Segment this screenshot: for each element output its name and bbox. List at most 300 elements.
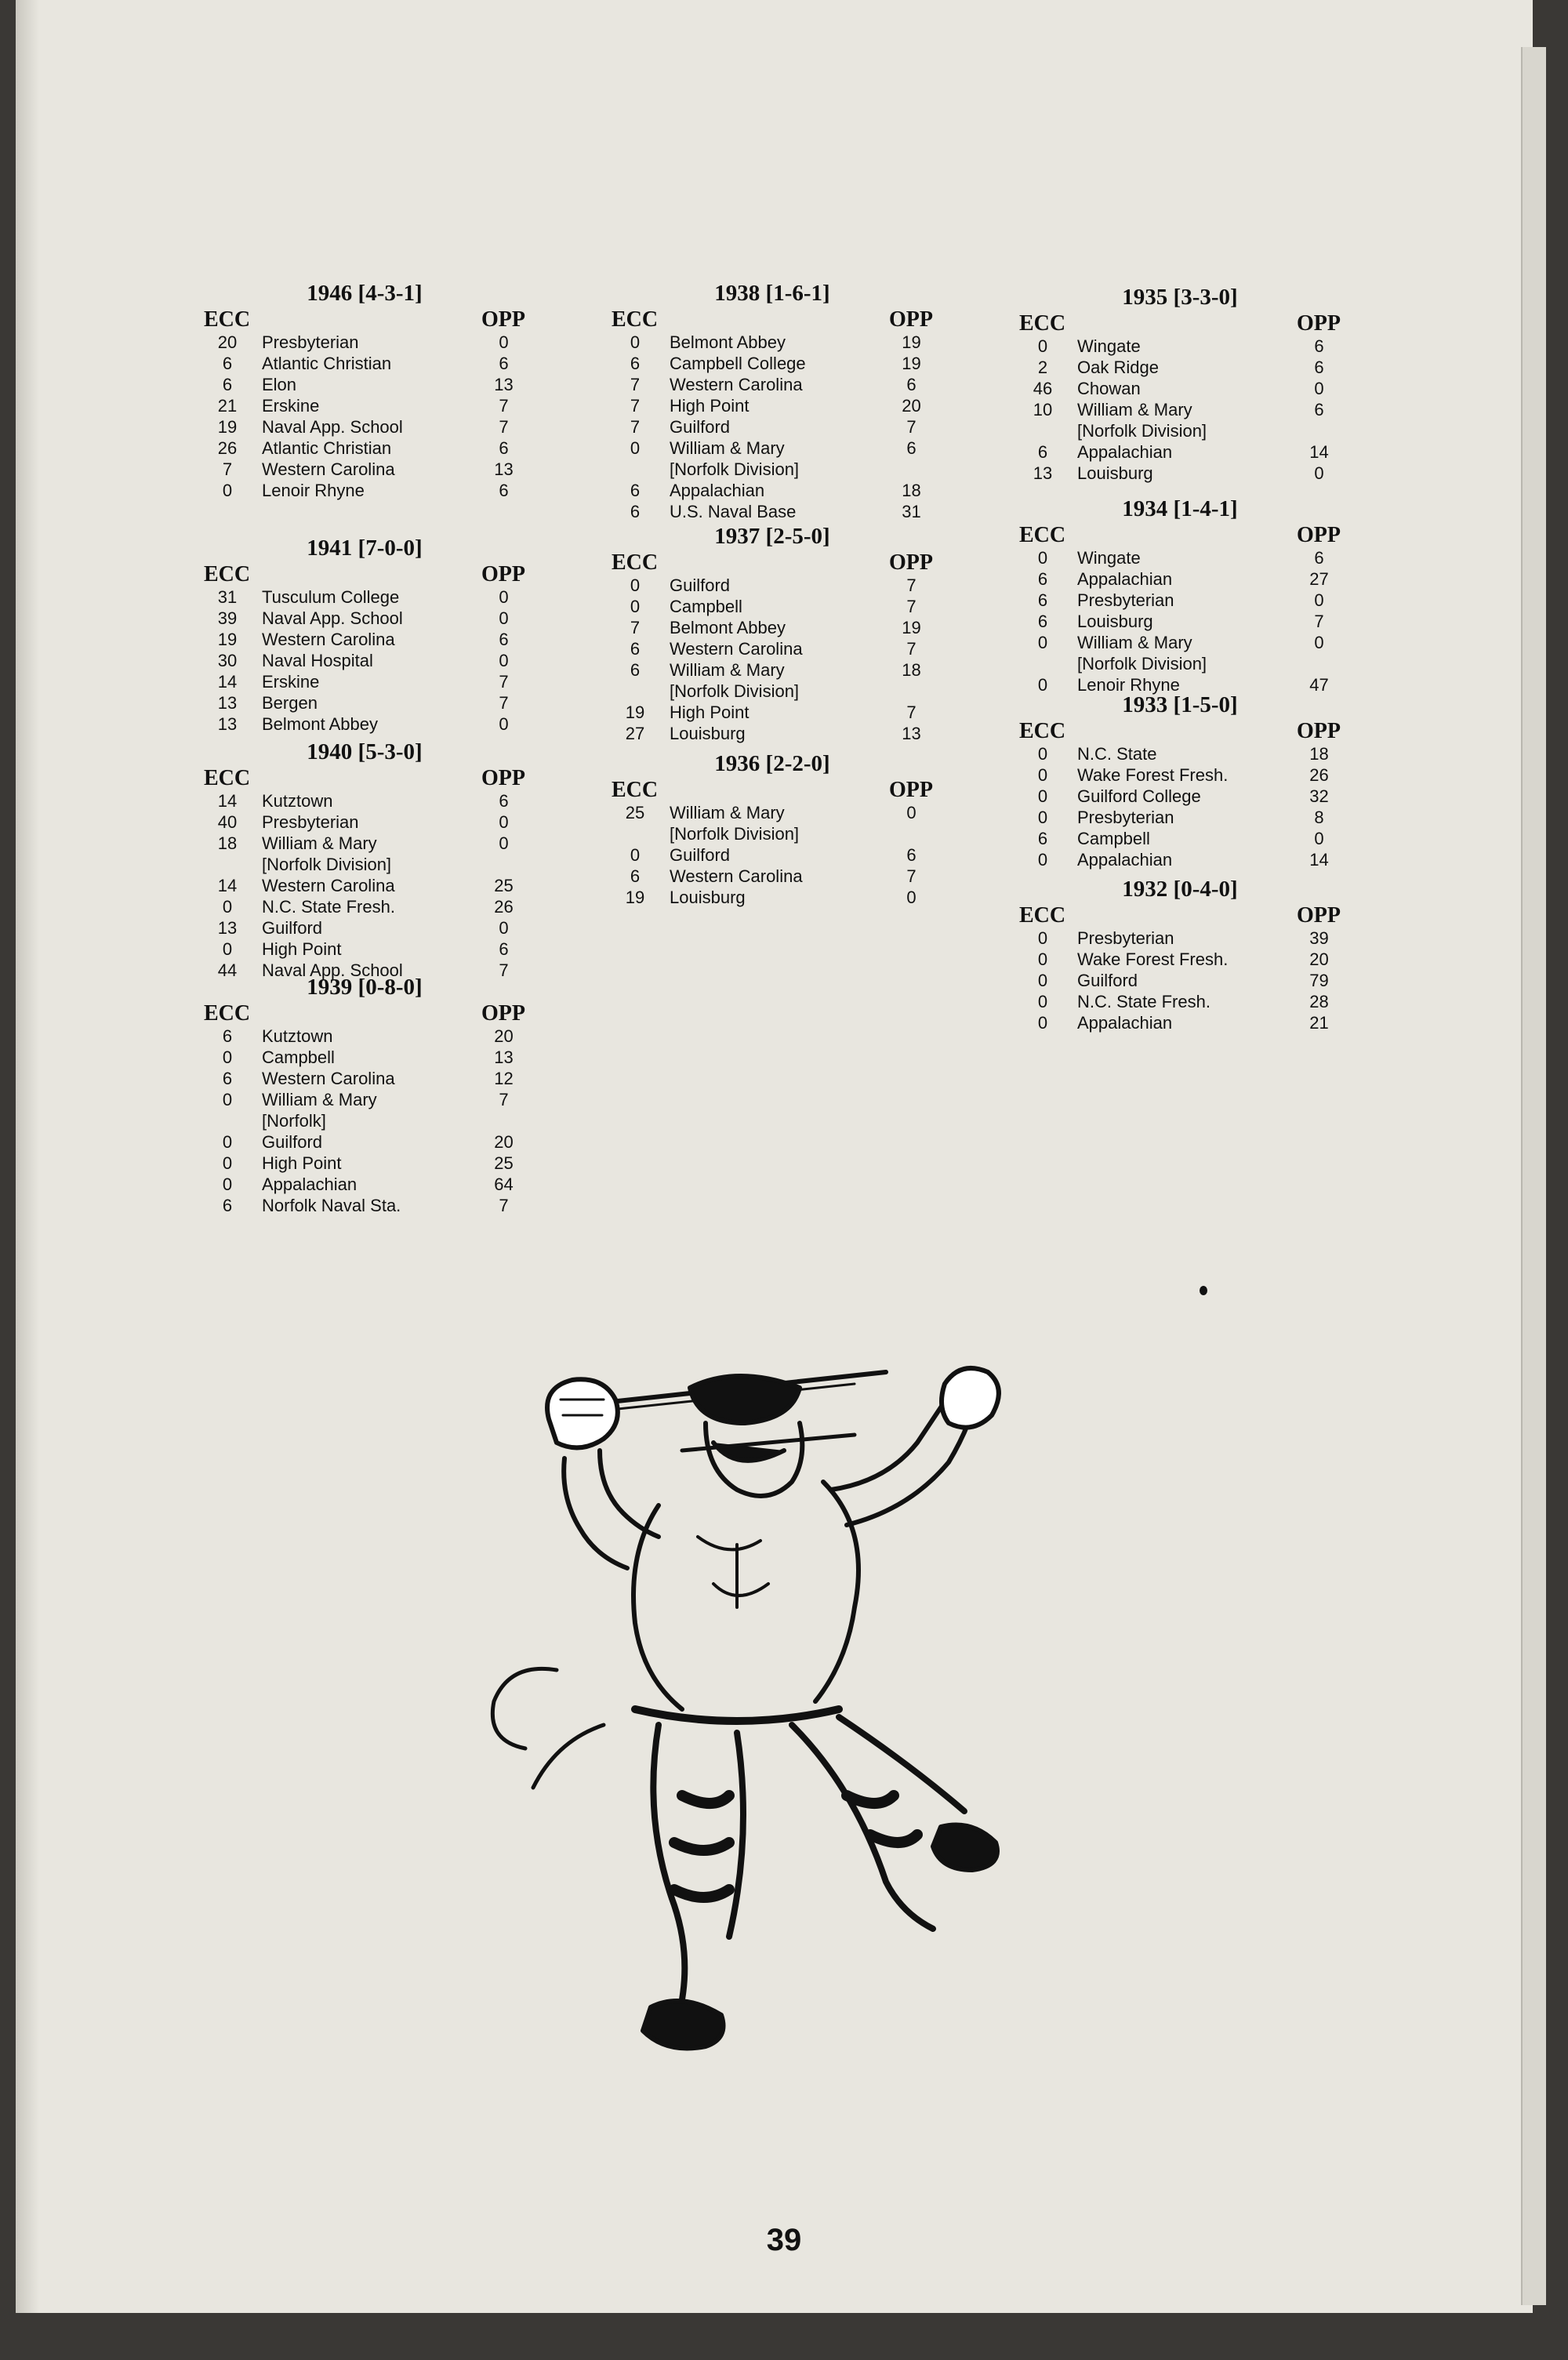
- opponent-name: [Norfolk Division]: [670, 459, 800, 479]
- game-row: [612, 823, 933, 844]
- game-row: [1019, 786, 1341, 807]
- opponent-name: Lenoir Rhyne: [1077, 675, 1180, 695]
- binding-gutter: [16, 0, 39, 2313]
- ecc-score: 40: [217, 812, 238, 832]
- ecc-score: [204, 854, 251, 875]
- opp-score: 6: [499, 630, 509, 649]
- ecc-score: 30: [217, 651, 238, 670]
- opponent-name: High Point: [670, 396, 750, 416]
- ecc-score: 2: [1037, 358, 1048, 377]
- column-headers: [1019, 312, 1341, 336]
- ecc-score: 0: [222, 1090, 233, 1109]
- opponent-name: Norfolk Naval Sta.: [262, 1196, 401, 1215]
- ecc-header: ECC: [204, 307, 251, 332]
- opponent-name: Belmont Abbey: [670, 618, 786, 637]
- ecc-score: 7: [630, 618, 641, 637]
- column-headers: [204, 563, 525, 586]
- ecc-header: ECC: [1019, 903, 1066, 928]
- opponent-name: [Norfolk Division]: [670, 681, 800, 701]
- opponent-name: Presbyterian: [262, 332, 359, 352]
- opp-score: 14: [1309, 850, 1329, 870]
- game-row: [1019, 970, 1341, 991]
- season-title: 1933 [1-5-0]: [1122, 692, 1238, 717]
- opp-score: 8: [1314, 808, 1324, 827]
- game-row: [204, 939, 525, 960]
- opp-header: OPP: [889, 550, 933, 575]
- ecc-score: 0: [1037, 928, 1048, 948]
- opponent-name: Kutztown: [262, 791, 333, 811]
- opp-score: 0: [499, 332, 509, 352]
- opp-score: 19: [902, 332, 921, 352]
- ecc-header: ECC: [1019, 719, 1066, 743]
- opp-score: 0: [1314, 633, 1324, 652]
- ecc-score: 0: [1037, 336, 1048, 356]
- game-row: [612, 681, 933, 702]
- opp-score: 6: [1314, 336, 1324, 356]
- opponent-name: Western Carolina: [670, 866, 803, 886]
- ink-dot: [1200, 1286, 1207, 1295]
- opp-score: 6: [906, 375, 916, 394]
- opp-score: 6: [906, 845, 916, 865]
- opponent-name: Belmont Abbey: [670, 332, 786, 352]
- season-title: 1937 [2-5-0]: [714, 524, 830, 549]
- opponent-name: Campbell College: [670, 354, 806, 373]
- opponent-name: Louisburg: [670, 888, 746, 907]
- ecc-header: ECC: [204, 562, 251, 586]
- ecc-score: 6: [1037, 829, 1048, 848]
- opponent-name: Naval App. School: [262, 960, 403, 980]
- opponent-name: Western Carolina: [262, 459, 395, 479]
- game-row: [612, 459, 933, 480]
- opponent-name: Oak Ridge: [1077, 358, 1159, 377]
- game-row: [204, 1026, 525, 1047]
- season-title: 1932 [0-4-0]: [1122, 877, 1238, 902]
- opponent-name: [Norfolk]: [262, 1111, 326, 1131]
- game-row: [204, 608, 525, 629]
- game-row: [1019, 828, 1341, 849]
- opp-score: 25: [494, 876, 514, 895]
- opp-score: 32: [1309, 786, 1329, 806]
- season-title: 1941 [7-0-0]: [307, 536, 423, 561]
- ecc-header: ECC: [1019, 523, 1066, 547]
- ecc-score: 13: [1033, 463, 1053, 483]
- opponent-name: U.S. Naval Base: [670, 502, 797, 521]
- opponent-name: N.C. State: [1077, 744, 1157, 764]
- opp-score: 18: [902, 481, 921, 500]
- column-headers: [204, 308, 525, 332]
- game-row: [204, 650, 525, 671]
- ecc-score: 6: [1037, 590, 1048, 610]
- ecc-score: 0: [222, 1132, 233, 1152]
- pirate-mascot-illustration: [478, 1356, 1074, 2086]
- opponent-name: Louisburg: [670, 724, 746, 743]
- game-row: [204, 833, 525, 854]
- game-row: [204, 1047, 525, 1068]
- ecc-score: [1019, 653, 1066, 674]
- opponent-name: Bergen: [262, 693, 318, 713]
- ecc-score: 19: [217, 630, 238, 649]
- opp-score: 79: [1309, 971, 1329, 990]
- ecc-score: 13: [217, 714, 238, 734]
- opp-score: 6: [1314, 400, 1324, 419]
- opp-score: 6: [499, 791, 509, 811]
- opp-score: 0: [499, 812, 509, 832]
- game-row: [1019, 357, 1341, 378]
- opponent-name: Guilford: [670, 845, 731, 865]
- ecc-score: 0: [1037, 765, 1048, 785]
- opponent-name: Appalachian: [1077, 569, 1173, 589]
- ecc-score: 0: [630, 845, 641, 865]
- opponent-name: William & Mary: [670, 803, 785, 822]
- opp-header: OPP: [481, 1001, 525, 1026]
- game-row: [612, 575, 933, 596]
- opponent-name: Guilford: [262, 1132, 323, 1152]
- opp-score: 21: [1309, 1013, 1329, 1033]
- opp-score: 13: [902, 724, 921, 743]
- column-headers: [1019, 904, 1341, 928]
- ecc-score: 0: [630, 332, 641, 352]
- opponent-name: Tusculum College: [262, 587, 400, 607]
- opp-score: 20: [494, 1132, 514, 1152]
- opponent-name: High Point: [262, 1153, 342, 1173]
- opponent-name: Campbell: [262, 1047, 335, 1067]
- game-row: [204, 480, 525, 501]
- ecc-score: 0: [1037, 992, 1048, 1011]
- opponent-name: Guilford: [670, 417, 731, 437]
- opponent-name: Atlantic Christian: [262, 438, 392, 458]
- opp-score: [482, 854, 525, 875]
- season-block: [1019, 874, 1341, 1033]
- opp-score: 31: [902, 502, 921, 521]
- opp-score: 14: [1309, 442, 1329, 462]
- opponent-name: Naval Hospital: [262, 651, 373, 670]
- ecc-score: 14: [217, 876, 238, 895]
- opp-score: 20: [1309, 949, 1329, 969]
- game-row: [204, 395, 525, 416]
- opponent-name: [Norfolk Division]: [1077, 654, 1207, 674]
- ecc-score: 0: [1037, 633, 1048, 652]
- opponent-name: [Norfolk Division]: [670, 824, 800, 844]
- opp-header: OPP: [889, 778, 933, 802]
- season-block: [612, 521, 933, 744]
- game-row: [612, 887, 933, 908]
- ecc-header: ECC: [204, 1001, 251, 1026]
- ecc-header: ECC: [204, 766, 251, 790]
- ecc-score: 6: [630, 502, 641, 521]
- ecc-score: 27: [625, 724, 645, 743]
- opponent-name: Presbyterian: [1077, 808, 1174, 827]
- ecc-score: [204, 1110, 251, 1131]
- ecc-score: 6: [222, 1069, 233, 1088]
- opp-score: 6: [1314, 358, 1324, 377]
- opp-header: OPP: [481, 766, 525, 790]
- game-row: [204, 713, 525, 735]
- opponent-name: Erskine: [262, 672, 320, 692]
- game-row: [1019, 420, 1341, 441]
- opp-score: 0: [906, 888, 916, 907]
- ecc-score: 0: [1037, 971, 1048, 990]
- game-row: [204, 854, 525, 875]
- opp-score: 12: [494, 1069, 514, 1088]
- opponent-name: Belmont Abbey: [262, 714, 378, 734]
- opponent-name: N.C. State Fresh.: [262, 897, 395, 917]
- opp-score: 7: [499, 1196, 509, 1215]
- opp-score: 19: [902, 354, 921, 373]
- opponent-name: William & Mary: [670, 438, 785, 458]
- opponent-name: Western Carolina: [262, 876, 395, 895]
- game-row: [612, 596, 933, 617]
- opp-header: OPP: [1297, 523, 1341, 547]
- game-row: [612, 332, 933, 353]
- ecc-score: 0: [1037, 786, 1048, 806]
- ecc-score: 0: [1037, 675, 1048, 695]
- opp-header: OPP: [481, 307, 525, 332]
- ecc-score: 13: [217, 918, 238, 938]
- opp-score: 7: [499, 693, 509, 713]
- game-row: [1019, 653, 1341, 674]
- ecc-header: ECC: [612, 307, 659, 332]
- ecc-score: 6: [222, 354, 233, 373]
- opp-score: 0: [1314, 463, 1324, 483]
- game-row: [612, 353, 933, 374]
- opp-score: 7: [906, 703, 916, 722]
- opponent-name: Wingate: [1077, 336, 1141, 356]
- ecc-score: 0: [630, 597, 641, 616]
- game-row: [1019, 949, 1341, 970]
- column-headers: [1019, 524, 1341, 547]
- ecc-header: ECC: [1019, 311, 1066, 336]
- ecc-score: 44: [217, 960, 238, 980]
- opp-score: 0: [499, 608, 509, 628]
- opp-score: 27: [1309, 569, 1329, 589]
- opponent-name: Campbell: [670, 597, 742, 616]
- ecc-score: 0: [1037, 548, 1048, 568]
- season-title: 1946 [4-3-1]: [307, 281, 423, 306]
- ecc-score: 39: [217, 608, 238, 628]
- opponent-name: Guilford College: [1077, 786, 1201, 806]
- opp-score: 6: [1314, 548, 1324, 568]
- opponent-name: Guilford: [262, 918, 323, 938]
- ecc-score: [612, 459, 659, 480]
- opp-score: 18: [1309, 744, 1329, 764]
- season-title: 1940 [5-3-0]: [307, 739, 423, 764]
- game-row: [612, 480, 933, 501]
- ecc-score: 7: [630, 396, 641, 416]
- season-block: [204, 972, 525, 1216]
- opp-score: 6: [906, 438, 916, 458]
- opp-score: 7: [906, 639, 916, 659]
- season-title: 1936 [2-2-0]: [714, 751, 830, 776]
- game-row: [204, 1174, 525, 1195]
- ecc-score: 19: [625, 888, 645, 907]
- game-row: [204, 917, 525, 939]
- game-row: [1019, 336, 1341, 357]
- game-row: [204, 1153, 525, 1174]
- opponent-name: Elon: [262, 375, 297, 394]
- ecc-score: 10: [1033, 400, 1053, 419]
- opp-score: 7: [499, 417, 509, 437]
- game-row: [204, 374, 525, 395]
- game-row: [204, 1131, 525, 1153]
- game-row: [612, 866, 933, 887]
- ecc-score: 6: [630, 354, 641, 373]
- opp-header: OPP: [1297, 719, 1341, 743]
- opponent-name: Lenoir Rhyne: [262, 481, 365, 500]
- opp-score: 7: [499, 396, 509, 416]
- ecc-score: 0: [222, 1175, 233, 1194]
- page-number: 39: [766, 2223, 802, 2257]
- opp-score: 7: [906, 575, 916, 595]
- game-row: [612, 638, 933, 659]
- ecc-score: 14: [217, 791, 238, 811]
- game-row: [204, 1110, 525, 1131]
- ecc-score: 0: [222, 1153, 233, 1173]
- opponent-name: Kutztown: [262, 1026, 333, 1046]
- game-row: [204, 629, 525, 650]
- opponent-name: Louisburg: [1077, 612, 1153, 631]
- opponent-name: William & Mary: [262, 833, 377, 853]
- game-row: [1019, 849, 1341, 870]
- game-row: [204, 790, 525, 811]
- ecc-score: 20: [217, 332, 238, 352]
- ecc-score: [1019, 420, 1066, 441]
- ecc-header: ECC: [612, 778, 659, 802]
- ecc-score: 6: [222, 1196, 233, 1215]
- game-row: [204, 1195, 525, 1216]
- opp-score: 20: [902, 396, 921, 416]
- opponent-name: William & Mary: [670, 660, 785, 680]
- opponent-name: Western Carolina: [670, 639, 803, 659]
- game-row: [1019, 378, 1341, 399]
- opp-score: [1298, 653, 1341, 674]
- season-title: 1939 [0-8-0]: [307, 975, 423, 1000]
- ecc-score: 0: [222, 939, 233, 959]
- ecc-score: 0: [222, 481, 233, 500]
- opponent-name: Appalachian: [1077, 442, 1173, 462]
- game-row: [204, 1089, 525, 1110]
- opp-score: 26: [494, 897, 514, 917]
- opponent-name: Naval App. School: [262, 417, 403, 437]
- opponent-name: Wake Forest Fresh.: [1077, 765, 1229, 785]
- opponent-name: High Point: [670, 703, 750, 722]
- column-headers: [204, 767, 525, 790]
- opponent-name: High Point: [262, 939, 342, 959]
- opponent-name: Presbyterian: [1077, 590, 1174, 610]
- column-headers: [612, 551, 933, 575]
- ecc-score: 19: [217, 417, 238, 437]
- game-row: [204, 586, 525, 608]
- page-edge: [1521, 47, 1546, 2305]
- ecc-score: 6: [630, 660, 641, 680]
- season-block: [612, 749, 933, 908]
- game-row: [1019, 632, 1341, 653]
- season-block: [204, 533, 525, 735]
- season-title: 1935 [3-3-0]: [1122, 285, 1238, 310]
- game-row: [204, 459, 525, 480]
- opponent-name: Chowan: [1077, 379, 1141, 398]
- opp-score: 7: [906, 866, 916, 886]
- game-row: [1019, 399, 1341, 420]
- opp-score: 7: [906, 417, 916, 437]
- ecc-score: 0: [1037, 949, 1048, 969]
- opp-score: 0: [499, 587, 509, 607]
- game-row: [612, 416, 933, 438]
- game-row: [612, 844, 933, 866]
- game-row: [204, 671, 525, 692]
- opponent-name: Naval App. School: [262, 608, 403, 628]
- game-row: [204, 896, 525, 917]
- opponent-name: Presbyterian: [1077, 928, 1174, 948]
- ecc-score: 0: [222, 897, 233, 917]
- opp-header: OPP: [1297, 903, 1341, 928]
- ecc-score: 0: [1037, 1013, 1048, 1033]
- opp-score: 7: [499, 960, 509, 980]
- opp-score: 0: [499, 714, 509, 734]
- opp-score: 25: [494, 1153, 514, 1173]
- opp-score: 7: [906, 597, 916, 616]
- ecc-score: 19: [625, 703, 645, 722]
- ecc-score: 0: [222, 1047, 233, 1067]
- opponent-name: Guilford: [1077, 971, 1138, 990]
- opponent-name: Western Carolina: [262, 630, 395, 649]
- ecc-score: 6: [222, 1026, 233, 1046]
- ecc-score: 0: [1037, 808, 1048, 827]
- ecc-score: [612, 681, 659, 702]
- opp-score: 18: [902, 660, 921, 680]
- ecc-score: 0: [630, 438, 641, 458]
- ecc-score: 46: [1033, 379, 1053, 398]
- opp-score: 13: [494, 375, 514, 394]
- game-row: [612, 501, 933, 522]
- ecc-score: 6: [1037, 442, 1048, 462]
- opp-score: [482, 1110, 525, 1131]
- game-row: [1019, 590, 1341, 611]
- opp-score: [890, 681, 933, 702]
- season-title: 1938 [1-6-1]: [714, 281, 830, 306]
- opp-score: 0: [499, 833, 509, 853]
- ecc-score: 31: [217, 587, 238, 607]
- game-row: [204, 332, 525, 353]
- ecc-score: 0: [1037, 850, 1048, 870]
- opponent-name: William & Mary: [262, 1090, 377, 1109]
- season-block: [1019, 282, 1341, 484]
- opp-score: [890, 459, 933, 480]
- opponent-name: Western Carolina: [670, 375, 803, 394]
- season-block: [1019, 494, 1341, 695]
- game-row: [1019, 991, 1341, 1012]
- opponent-name: William & Mary: [1077, 633, 1192, 652]
- opponent-name: [Norfolk Division]: [262, 855, 392, 874]
- opp-header: OPP: [889, 307, 933, 332]
- column-headers: [612, 308, 933, 332]
- game-row: [1019, 547, 1341, 568]
- ecc-score: 6: [1037, 569, 1048, 589]
- game-row: [1019, 928, 1341, 949]
- opponent-name: Wake Forest Fresh.: [1077, 949, 1229, 969]
- game-row: [1019, 611, 1341, 632]
- game-row: [612, 438, 933, 459]
- game-row: [204, 438, 525, 459]
- game-row: [612, 374, 933, 395]
- opp-score: 28: [1309, 992, 1329, 1011]
- opp-score: 0: [1314, 590, 1324, 610]
- opponent-name: Campbell: [1077, 829, 1150, 848]
- opponent-name: Erskine: [262, 396, 320, 416]
- opp-score: 0: [499, 918, 509, 938]
- opp-score: 6: [499, 354, 509, 373]
- ecc-score: 6: [630, 481, 641, 500]
- opponent-name: [Norfolk Division]: [1077, 421, 1207, 441]
